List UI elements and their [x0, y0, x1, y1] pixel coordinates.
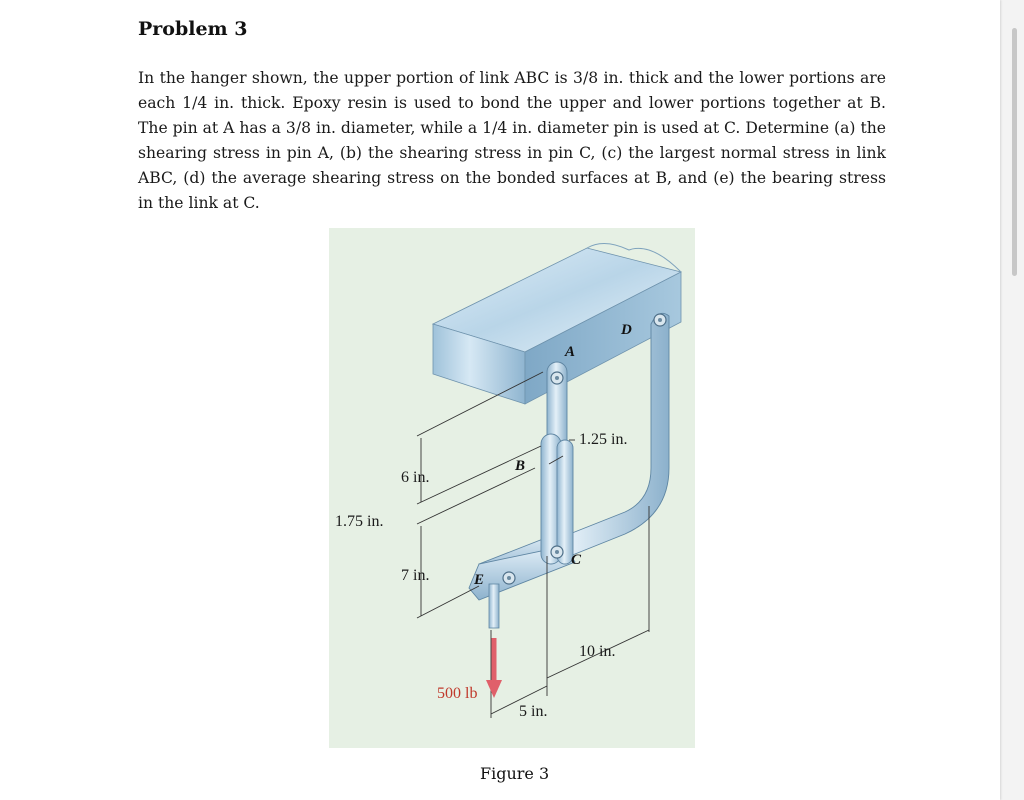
- pin-a: [551, 372, 563, 384]
- problem-heading: Problem 3: [138, 18, 248, 40]
- dim-horizontal-long: 10 in.: [579, 643, 616, 660]
- dim-distance-bottom: 7 in.: [401, 567, 430, 584]
- label-point-e: E: [474, 572, 485, 588]
- problem-statement: [138, 66, 886, 216]
- dim-width-ab: 1.25 in.: [579, 431, 628, 448]
- scrollbar-thumb[interactable]: [1012, 28, 1017, 276]
- label-point-c: C: [571, 552, 582, 568]
- label-point-a: A: [565, 344, 576, 360]
- dim-horizontal-short: 5 in.: [519, 703, 548, 720]
- label-point-d: D: [621, 322, 632, 338]
- dim-distance-mid: 1.75 in.: [335, 513, 384, 530]
- load-label: 500 lb: [437, 685, 478, 702]
- problem-text: In the hanger shown, the upper portion of link ABC is 3/8 in. thick and the lower portions are each 1/4 in. thick. Epoxy resin is used to bond the upper and lower portions together at B. The pin at A has a 3/8 in. diameter, while a 1/4 in. diameter pin is used at C. Determine (a) the shearing stress in pin A, (b) the shearing stress in pin C, (c) the largest normal stress in link ABC, (d) the average shearing stress on the bonded surfaces at B, and (e) the bearing stress in the link at C.: [138, 69, 886, 212]
- dim-distance-top: 6 in.: [401, 469, 430, 486]
- figure-caption: Figure 3: [480, 764, 550, 783]
- pin-d: [654, 314, 666, 326]
- label-point-b: B: [515, 458, 526, 474]
- pin-c: [551, 546, 563, 558]
- hanger-figure: [329, 228, 695, 748]
- hanger-diagram: [329, 228, 695, 748]
- pin-e: [503, 572, 515, 584]
